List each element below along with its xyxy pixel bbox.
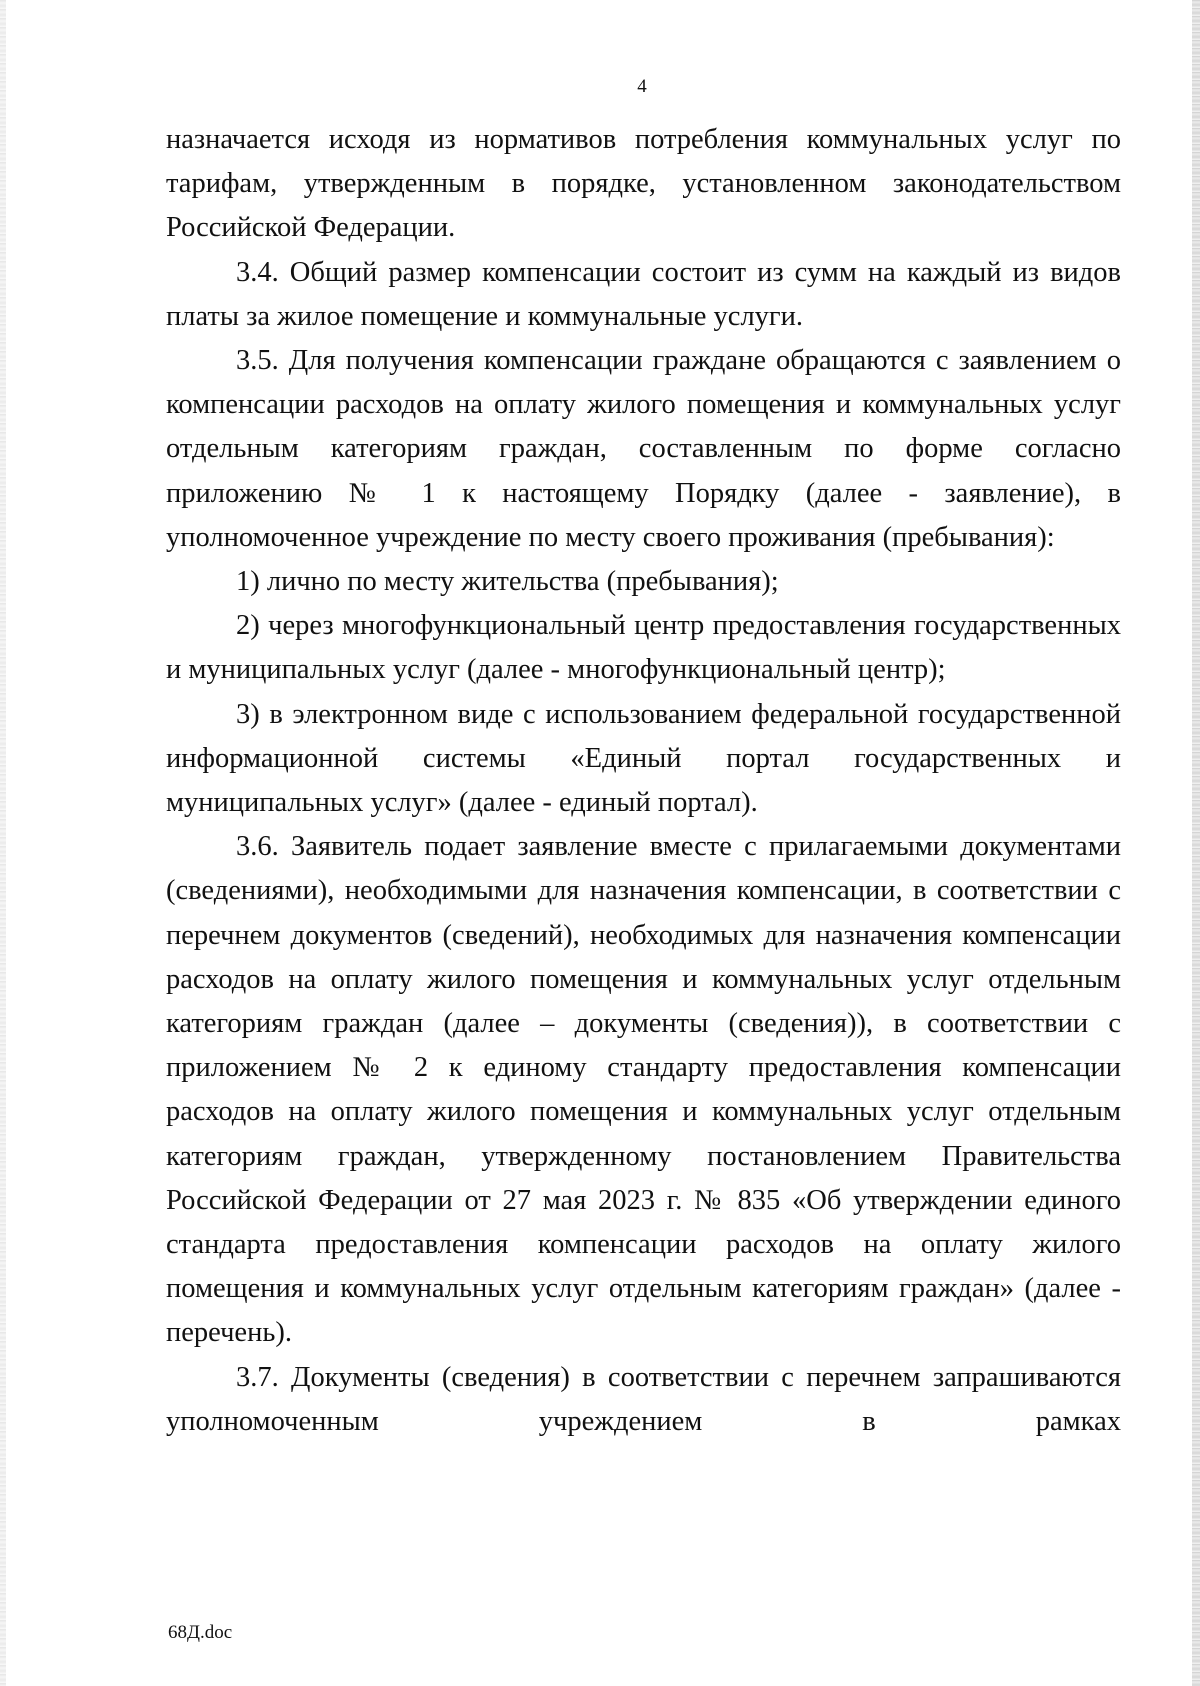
scan-edge-right <box>1192 0 1200 1686</box>
document-body <box>166 118 1121 1444</box>
paragraph-3-6: 3.6. Заявитель подает заявление вместе с прилагаемыми документами (сведениями), необходимыми для назначения компенсации, в соответствии с перечнем документов (сведений), необходимых для назначения компенсации расходов на оплату жилого помещения и коммунальных услуг отдельным категориям граждан (далее – документы (сведения)), в соответствии с приложением № 2 к единому стандарту предоставления компенсации расходов на оплату жилого помещения и коммунальных услуг отдельным категориям граждан, утвержденному постановлением Правительства Российской Федерации от 27 мая 2023 г. № 835 «Об утверждении единого стандарта предоставления компенсации расходов на оплату жилого помещения и коммунальных услуг отдельным категориям граждан» (далее - перечень). <box>166 831 1121 1349</box>
list-item-2: 2) через многофункциональный центр предоставления государственных и муниципальных услуг (далее - многофункциональный центр); <box>166 610 1121 686</box>
list-item-3: 3) в электронном виде с использованием федеральной государственной информационной системы «Единый портал государственных и муниципальных услуг» (далее - единый портал). <box>166 698 1121 819</box>
paragraph-3-5: 3.5. Для получения компенсации граждане обращаются с заявлением о компенсации расходов на оплату жилого помещения и коммунальных услуг отдельным категориям граждан, составленным по форме согласно приложению № 1 к настоящему Порядку (далее - заявление), в уполномоченное учреждение по месту своего проживания (пребывания): <box>166 345 1121 553</box>
list-item-1: 1) лично по месту жительства (пребывания); <box>236 566 779 598</box>
paragraph-3-4: 3.4. Общий размер компенсации состоит из сумм на каждый из видов платы за жилое помещение и коммунальные услуги. <box>166 256 1121 332</box>
paragraph-3-7: 3.7. Документы (сведения) в соответствии с перечнем запрашиваются уполномоченным учреждением в рамках <box>166 1361 1121 1437</box>
paragraph-continuation: назначается исходя из нормативов потребления коммунальных услуг по тарифам, утвержденным в порядке, установленном законодательством Российской Федерации. <box>166 124 1121 244</box>
scan-edge-left <box>0 0 6 1686</box>
footer-filename: 68Д.doc <box>168 1622 233 1643</box>
page-number: 4 <box>637 76 647 97</box>
